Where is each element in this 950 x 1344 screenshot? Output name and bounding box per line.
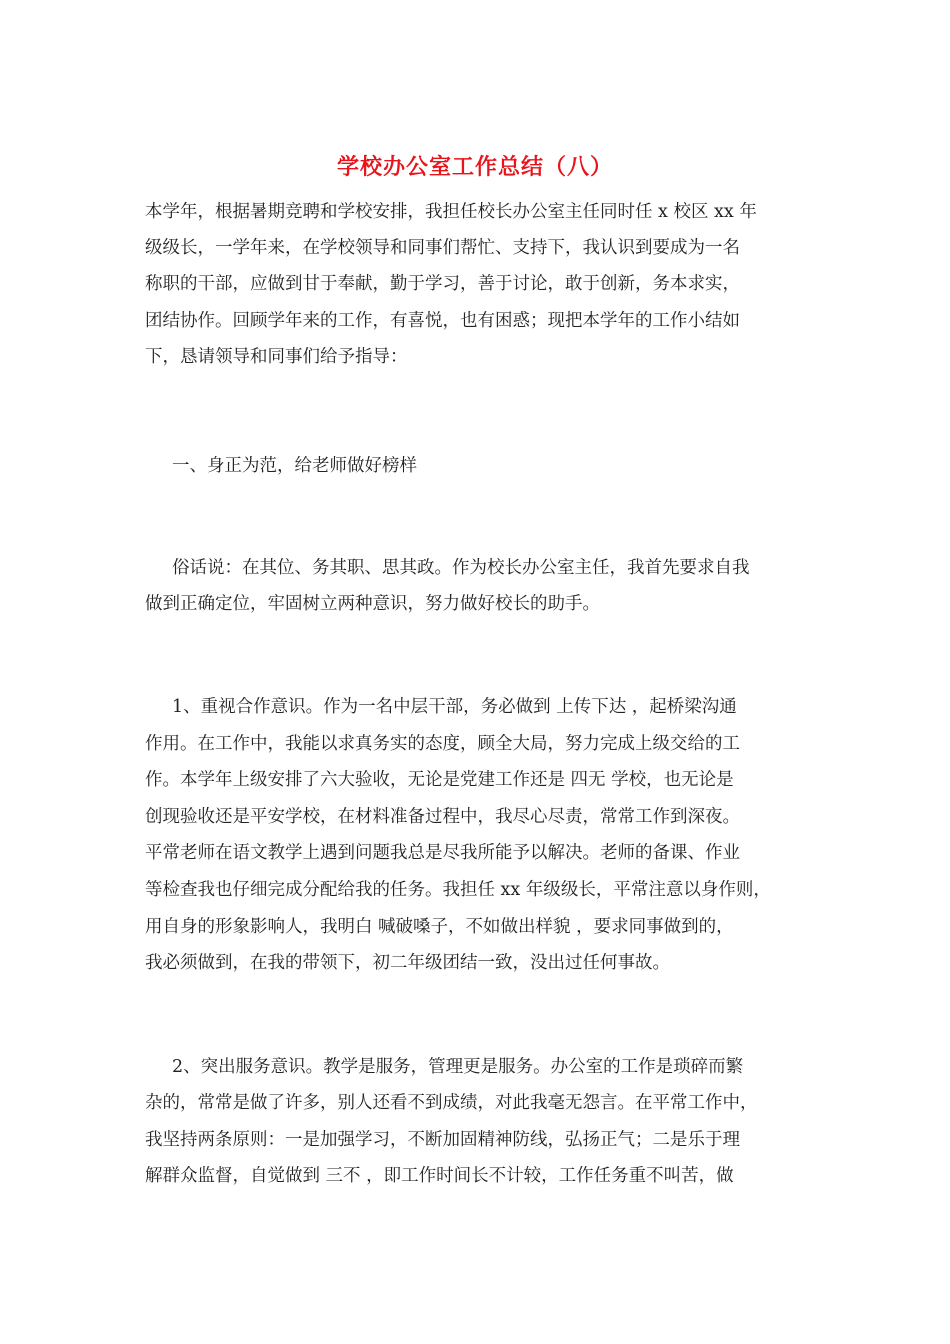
body-line: 本学年，根据暑期竞聘和学校安排，我担任校长办公室主任同时任 x 校区 xx 年 [145, 202, 757, 222]
body-line: 等检查我也仔细完成分配给我的任务。我担任 xx 年级级长，平常注意以身作则， [145, 880, 771, 900]
body-line: 称职的干部，应做到甘于奉献，勤于学习，善于讨论，敢于创新，务本求实， [145, 274, 740, 294]
body-line: 用自身的形象影响人，我明白 喊破嗓子，不如做出样貌 ，要求同事做到的， [145, 917, 734, 937]
body-line: 级级长，一学年来，在学校领导和同事们帮忙、支持下，我认识到要成为一名 [145, 238, 740, 258]
document-title: 学校办公室工作总结（八） [336, 154, 613, 180]
body-line: 解群众监督，自觉做到 三不 ，即工作时间长不计较，工作任务重不叫苦，做 [145, 1166, 734, 1186]
body-line: 作。本学年上级安排了六大验收，无论是党建工作还是 四无 学校，也无论是 [145, 770, 734, 790]
body-line: 下，恳请领导和同事们给予指导： [145, 347, 408, 367]
body-line: 我必须做到，在我的带领下，初二年级团结一致，没出过任何事故。 [145, 953, 670, 973]
body-line: 俗话说：在其位、务其职、思其政。作为校长办公室主任，我首先要求自我 [172, 558, 750, 578]
body-line: 2、突出服务意识。教学是服务，管理更是服务。办公室的工作是琐碎而繁 [172, 1057, 744, 1077]
body-line: 做到正确定位，牢固树立两种意识，努力做好校长的助手。 [145, 594, 600, 614]
body-line: 团结协作。回顾学年来的工作，有喜悦，也有困惑；现把本学年的工作小结如 [145, 311, 740, 331]
body-line: 1、重视合作意识。作为一名中层干部，务必做到 上传下达 ，起桥梁沟通 [172, 697, 737, 717]
body-line: 我坚持两条原则：一是加强学习，不断加固精神防线，弘扬正气；二是乐于理 [145, 1130, 740, 1150]
body-line: 作用。在工作中，我能以求真务实的态度，顾全大局，努力完成上级交给的工 [145, 734, 740, 754]
section-heading: 一、身正为范，给老师做好榜样 [172, 456, 417, 476]
body-line: 平常老师在语文教学上遇到问题我总是尽我所能予以解决。老师的备课、作业 [145, 843, 740, 863]
body-line: 创现验收还是平安学校，在材料准备过程中，我尽心尽责，常常工作到深夜。 [145, 807, 740, 827]
body-line: 杂的，常常是做了许多，别人还看不到成绩，对此我毫无怨言。在平常工作中， [145, 1093, 758, 1113]
